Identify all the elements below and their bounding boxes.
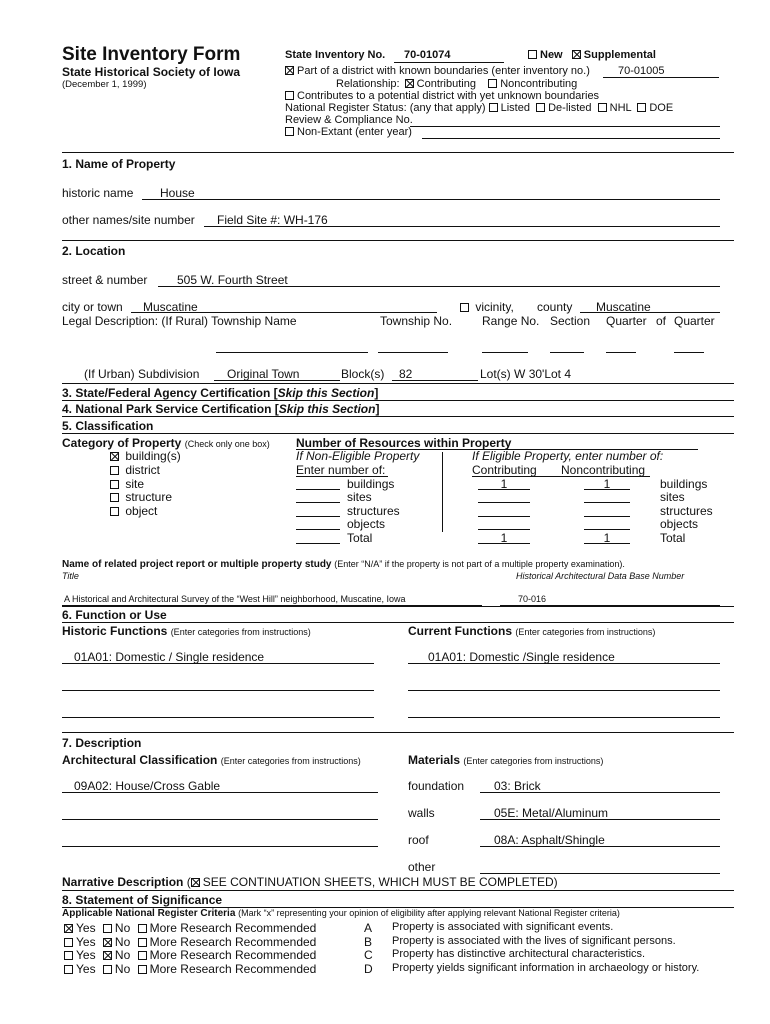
category-site-checkbox[interactable] (110, 480, 119, 489)
inventory-no-value[interactable]: 70-01074 (404, 49, 451, 61)
nonextant-label: Non-Extant (enter year) (297, 126, 412, 138)
lots-value[interactable]: W 30'Lot 4 (514, 367, 572, 381)
potential-district-label: Contributes to a potential district with yet unknown boundaries (297, 90, 600, 102)
category-structure-checkbox[interactable] (110, 493, 119, 502)
city-label: city or town (62, 300, 123, 314)
form-date: (December 1, 1999) (62, 79, 147, 90)
historic-function-2[interactable] (62, 690, 374, 691)
criteria-c-yes-checkbox[interactable] (64, 951, 73, 960)
criteria-b-yes-checkbox[interactable] (64, 938, 73, 947)
listed-label: Listed (500, 102, 530, 114)
category-site-label: site (125, 477, 145, 491)
quarter-field-1[interactable] (606, 352, 636, 353)
category-district-checkbox[interactable] (110, 466, 119, 475)
criteria-a-letter: A (364, 921, 373, 935)
criteria-row-a: Yes No More Research Recommended (64, 922, 316, 934)
related-study-note: (Enter “N/A” if the property is not part of a multiple property examination). (334, 559, 625, 569)
right-type-buildings: buildings (660, 477, 708, 491)
criteria-a-no-checkbox[interactable] (103, 924, 112, 933)
historic-name-label: historic name (62, 186, 134, 200)
related-title-value[interactable]: A Historical and Architectural Survey of the “West Hill” neighborhood, Muscatine, Iowa (64, 594, 406, 604)
criteria-note: (Mark “x” representing your opinion of eligibility after applying relevant National Register criteria) (238, 908, 620, 918)
section-4-title: 4. National Park Service Certification [Skip this Section] (62, 402, 380, 416)
district-label: Part of a district with known boundaries (enter inventory no.) (297, 65, 590, 77)
section-7-title: 7. Description (62, 736, 142, 750)
county-value[interactable]: Muscatine (596, 300, 651, 314)
category-district-label: district (125, 463, 161, 477)
title-label: Title (62, 571, 79, 581)
criteria-a-more-checkbox[interactable] (138, 924, 147, 933)
criteria-d-text: Property yields significant information in archaeology or history. (392, 962, 700, 974)
historic-functions-label: Historic Functions (62, 624, 168, 638)
arch-classification-value[interactable]: 09A02: House/Cross Gable (74, 779, 221, 793)
left-type-sites: sites (347, 490, 372, 504)
doe-label: DOE (649, 102, 674, 114)
city-value[interactable]: Muscatine (143, 300, 198, 314)
district-no-value[interactable]: 70-01005 (618, 65, 665, 77)
contributing-label: Contributing (416, 78, 476, 90)
resources-title: Number of Resources within Property (296, 436, 512, 450)
noncontributing-checkbox[interactable] (488, 79, 497, 88)
criteria-row-c: Yes No More Research Recommended (64, 949, 316, 961)
delisted-checkbox[interactable] (536, 103, 545, 112)
db-number-label: Historical Architectural Data Base Number (516, 571, 685, 581)
delisted-label: De-listed (548, 102, 592, 114)
contrib-total-value[interactable]: 1 (500, 531, 508, 545)
criteria-d-more-checkbox[interactable] (138, 965, 147, 974)
review-compliance-label: Review & Compliance No. (285, 114, 413, 126)
criteria-d-no-checkbox[interactable] (103, 965, 112, 974)
nhl-checkbox[interactable] (598, 103, 607, 112)
section-field[interactable] (550, 352, 584, 353)
vicinity-label: vicinity, (475, 300, 514, 314)
right-type-structures: structures (660, 504, 713, 518)
nonextant-checkbox[interactable] (285, 127, 294, 136)
category-building-checkbox[interactable] (110, 452, 119, 461)
historic-functions-note: (Enter categories from instructions) (170, 627, 311, 637)
criteria-d-letter: D (364, 962, 373, 976)
township-no-label: Township No. (380, 314, 453, 328)
criteria-label: Applicable National Register Criteria (62, 908, 236, 919)
blocks-label: Block(s) (341, 367, 385, 381)
current-function-3[interactable] (408, 717, 720, 718)
left-type-structures: structures (347, 504, 400, 518)
left-type-total: Total (347, 531, 373, 545)
inventory-no-label: State Inventory No. (285, 49, 386, 61)
contributing-col-label: Contributing (472, 463, 537, 477)
category-object-checkbox[interactable] (110, 507, 119, 516)
eligible-label: If Eligible Property, enter number of: (472, 449, 664, 463)
other-names-label: other names/site number (62, 213, 195, 227)
arch-classification-3[interactable] (62, 846, 378, 847)
section-5-title: 5. Classification (62, 419, 154, 433)
listed-checkbox[interactable] (489, 103, 498, 112)
section-3-title: 3. State/Federal Agency Certification [Skip this Section] (62, 386, 379, 400)
org-name: State Historical Society of Iowa (62, 65, 241, 79)
supplemental-label: Supplemental (583, 49, 656, 61)
quarter-field-2[interactable] (674, 352, 704, 353)
walls-value[interactable]: 05E: Metal/Aluminum (494, 806, 609, 820)
narrative-checkbox[interactable] (191, 878, 200, 887)
noncontributing-col-label: Noncontributing (561, 463, 646, 477)
criteria-c-letter: C (364, 948, 373, 962)
current-function-2[interactable] (408, 690, 720, 691)
range-no-field[interactable] (482, 352, 528, 353)
non-eligible-objects-field[interactable] (296, 529, 340, 530)
street-value[interactable]: 505 W. Fourth Street (177, 273, 288, 287)
criteria-b-letter: B (364, 935, 373, 949)
of-label: of (656, 314, 667, 328)
quarter-label-1: Quarter (606, 314, 647, 328)
non-eligible-total-field[interactable] (296, 543, 340, 544)
foundation-value[interactable]: 03: Brick (494, 779, 541, 793)
right-type-sites: sites (660, 490, 685, 504)
criteria-row-d: Yes No More Research Recommended (64, 963, 316, 975)
enter-number-label: Enter number of: (296, 463, 386, 477)
category-structure-label: structure (125, 490, 173, 504)
narrative-text: SEE CONTINUATION SHEETS, WHICH MUST BE COMPLETED) (202, 875, 558, 889)
other-material-label: other (408, 860, 436, 874)
current-functions-label: Current Functions (408, 624, 512, 638)
right-type-total: Total (660, 531, 686, 545)
walls-label: walls (408, 806, 435, 820)
new-label: New (540, 49, 563, 61)
materials-label: Materials (408, 753, 461, 767)
non-eligible-label: If Non-Eligible Property (296, 449, 420, 463)
criteria-c-more-checkbox[interactable] (138, 951, 147, 960)
historic-function-1[interactable]: 01A01: Domestic / Single residence (74, 650, 265, 664)
review-compliance-field[interactable] (410, 126, 720, 127)
right-type-objects: objects (660, 517, 699, 531)
narrative-label: Narrative Description (62, 875, 184, 889)
criteria-b-more-checkbox[interactable] (138, 938, 147, 947)
section-2-title: 2. Location (62, 244, 126, 258)
township-name-field[interactable] (216, 352, 368, 353)
range-no-label: Range No. (482, 314, 540, 328)
roof-value[interactable]: 08A: Asphalt/Shingle (494, 833, 605, 847)
non-eligible-sites-field[interactable] (296, 502, 340, 503)
materials-note: (Enter categories from instructions) (463, 756, 604, 766)
relationship-label: Relationship: (336, 78, 400, 90)
db-number-value[interactable]: 70-016 (518, 594, 547, 604)
historic-function-3[interactable] (62, 717, 374, 718)
contributing-checkbox[interactable] (405, 79, 414, 88)
new-checkbox[interactable] (528, 50, 537, 59)
foundation-label: foundation (408, 779, 465, 793)
criteria-a-text: Property is associated with significant events. (392, 921, 614, 933)
legal-description-label: Legal Description: (If Rural) Township Name (62, 314, 297, 328)
other-material-field[interactable] (480, 873, 720, 874)
criteria-c-no-checkbox[interactable] (103, 951, 112, 960)
roof-label: roof (408, 833, 429, 847)
potential-district-checkbox[interactable] (285, 91, 294, 100)
street-label: street & number (62, 273, 148, 287)
arch-classification-label: Architectural Classification (62, 753, 218, 767)
category-note: (Check only one box) (184, 439, 270, 449)
related-study-label: Name of related project report or multiple property study (62, 559, 332, 570)
arch-classification-note: (Enter categories from instructions) (220, 756, 361, 766)
nonextant-year-field[interactable] (422, 138, 720, 139)
county-label: county (537, 300, 573, 314)
township-no-field[interactable] (378, 352, 448, 353)
section-6-title: 6. Function or Use (62, 608, 167, 622)
criteria-c-text: Property has distinctive architectural characteristics. (392, 948, 646, 960)
non-eligible-buildings-field[interactable] (296, 489, 340, 490)
category-object-label: object (125, 504, 158, 518)
noncontrib-buildings-value[interactable]: 1 (603, 477, 611, 491)
blocks-value[interactable]: 82 (399, 367, 413, 381)
subdivision-value[interactable]: Original Town (227, 367, 300, 381)
nr-status-label: National Register Status: (any that apply) (285, 102, 486, 114)
quarter-label-2: Quarter (674, 314, 715, 328)
supplemental-checkbox[interactable] (572, 50, 581, 59)
non-eligible-structures-field[interactable] (296, 516, 340, 517)
section-label: Section (550, 314, 591, 328)
criteria-b-text: Property is associated with the lives of significant persons. (392, 935, 676, 947)
urban-subdivision-label: (If Urban) Subdivision (84, 367, 200, 381)
current-functions-note: (Enter categories from instructions) (515, 627, 656, 637)
criteria-a-yes-checkbox[interactable] (64, 924, 73, 933)
section-8-title: 8. Statement of Significance (62, 893, 223, 907)
noncontrib-total-value[interactable]: 1 (603, 531, 611, 545)
category-label: Category of Property (62, 436, 182, 450)
criteria-b-no-checkbox[interactable] (103, 938, 112, 947)
section-1-title: 1. Name of Property (62, 157, 176, 171)
doe-checkbox[interactable] (637, 103, 646, 112)
nhl-label: NHL (609, 102, 632, 114)
current-function-1[interactable]: 01A01: Domestic /Single residence (428, 650, 615, 664)
lots-label: Lot(s) (480, 367, 511, 381)
contrib-buildings-value[interactable]: 1 (500, 477, 508, 491)
other-names-value[interactable]: Field Site #: WH-176 (217, 213, 328, 227)
noncontributing-label: Noncontributing (500, 78, 578, 90)
vicinity-checkbox[interactable] (460, 303, 469, 312)
criteria-row-b: Yes No More Research Recommended (64, 936, 316, 948)
category-building-label: building(s) (125, 449, 181, 463)
left-type-objects: objects (347, 517, 386, 531)
left-type-buildings: buildings (347, 477, 395, 491)
district-checkbox[interactable] (285, 66, 294, 75)
historic-name-value[interactable]: House (160, 186, 195, 200)
arch-classification-2[interactable] (62, 819, 378, 820)
form-title: Site Inventory Form (62, 44, 241, 65)
criteria-d-yes-checkbox[interactable] (64, 965, 73, 974)
